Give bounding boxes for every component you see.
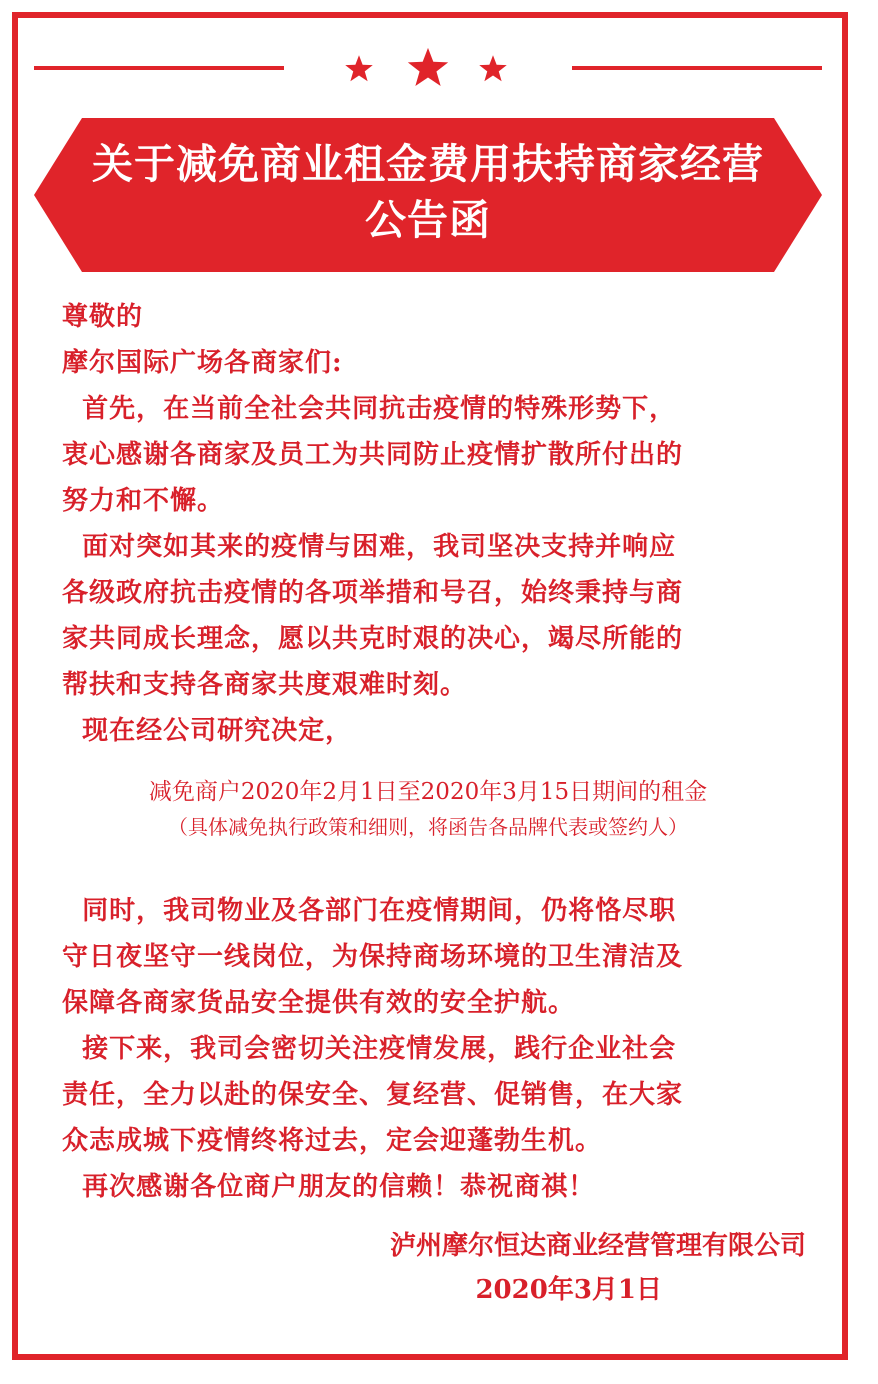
paragraph-line: 努力和不懈。 (62, 486, 225, 516)
decision-text: 减免商户2020年2月1日至2020年3月15日期间的租金 (148, 779, 708, 805)
paragraph-line: 面对突如其来的疫情与困难，我司坚决支持并响应 (62, 532, 677, 562)
header-rule-right (572, 66, 822, 70)
paragraph-line: 家共同成长理念，愿以共克时艰的决心，竭尽所能的 (62, 624, 684, 654)
title-line-2: 公告函 (365, 196, 491, 244)
signature-company: 泸州摩尔恒达商业经营管理有限公司 (389, 1231, 806, 1261)
title-banner (34, 118, 822, 272)
decision-note: （具体减免执行政策和细则，将函告各品牌代表或签约人） (168, 815, 688, 839)
header-rule-left (34, 66, 284, 70)
paragraph-line: 同时，我司物业及各部门在疫情期间，仍将恪尽职 (62, 896, 677, 926)
paragraph-line: 众志成城下疫情终将过去，定会迎蓬勃生机。 (62, 1126, 603, 1156)
greeting-line-2: 摩尔国际广场各商家们: (62, 348, 343, 378)
header-stars (340, 44, 520, 94)
star-icon (344, 54, 374, 84)
letter-body-top (62, 294, 822, 754)
paragraph-line: 首先，在当前全社会共同抗击疫情的特殊形势下， (62, 394, 677, 424)
star-icon (478, 54, 508, 84)
paragraph-line: 守日夜坚守一线岗位，为保持商场环境的卫生清洁及 (62, 942, 684, 972)
paragraph-line: 现在经公司研究决定， (62, 716, 353, 746)
title-line-1: 关于减免商业租金费用扶持商家经营 (92, 140, 764, 188)
star-icon (406, 46, 450, 90)
paragraph-line: 衷心感谢各商家及员工为共同防止疫情扩散所付出的 (62, 440, 684, 470)
paragraph-line: 接下来，我司会密切关注疫情发展，践行企业社会 (62, 1034, 677, 1064)
paragraph-line: 帮扶和支持各商家共度艰难时刻。 (62, 670, 468, 700)
paragraph-line: 责任，全力以赴的保安全、复经营、促销售，在大家 (62, 1080, 684, 1110)
page-title (34, 136, 822, 248)
paragraph-line: 再次感谢各位商户朋友的信赖！恭祝商祺！ (62, 1172, 596, 1202)
paragraph-line: 各级政府抗击疫情的各项举措和号召，始终秉持与商 (62, 578, 684, 608)
signature-date: 2020年3月1日 (475, 1275, 662, 1305)
letter-body-bottom (62, 888, 822, 1210)
greeting-line-1: 尊敬的 (62, 302, 144, 332)
paragraph-line: 保障各商家货品安全提供有效的安全护航。 (62, 988, 576, 1018)
